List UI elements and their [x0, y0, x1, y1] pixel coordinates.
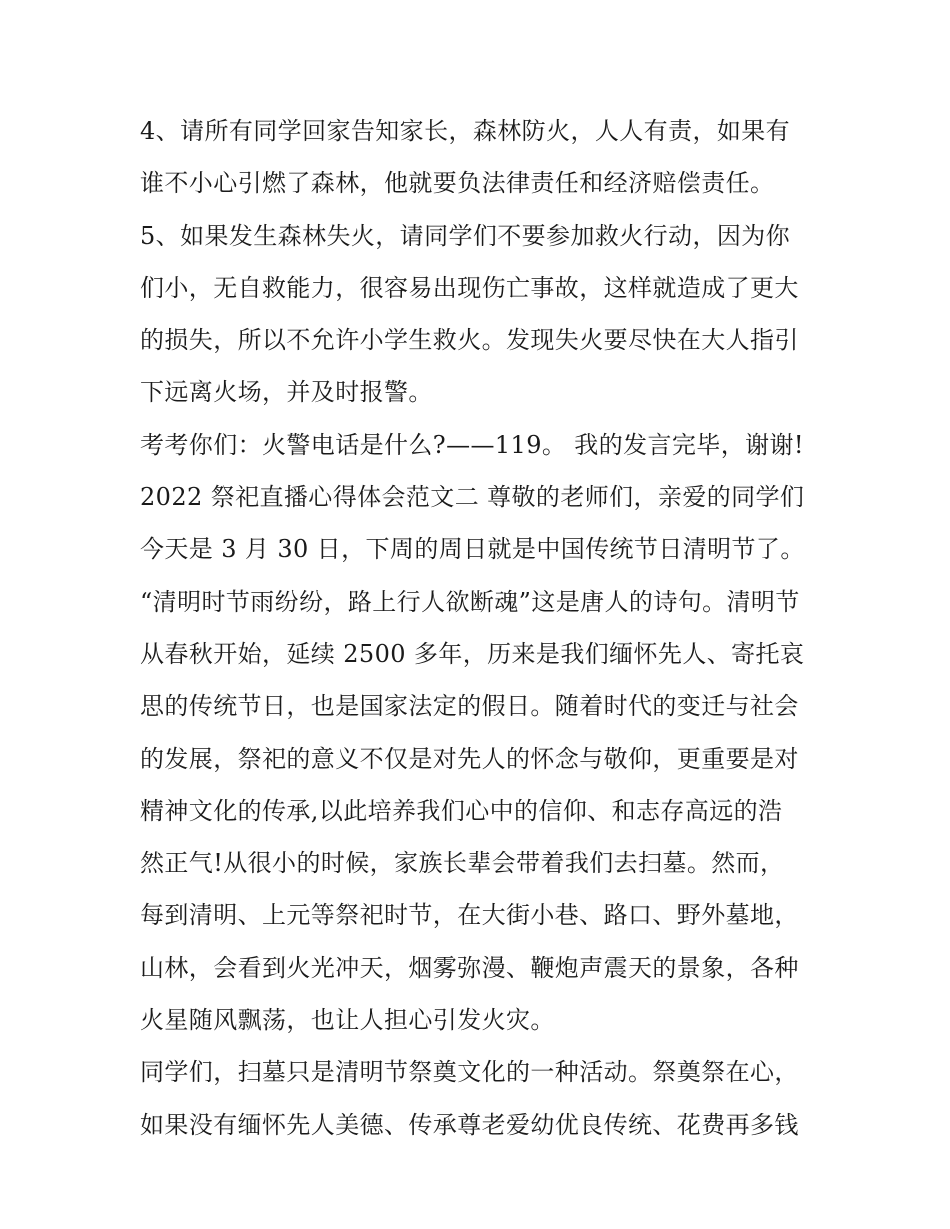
document-body — [140, 105, 820, 1151]
text-line: 山林，会看到火光冲天，烟雾弥漫、鞭炮声震天的景象，各种 — [140, 953, 799, 982]
text-line: 下远离火场，并及时报警。 — [140, 378, 433, 407]
text-line: 4、请所有同学回家告知家长，森林防火，人人有责，如果有 — [140, 117, 791, 145]
text-line: 的损失，所以不允许小学生救火。发现失火要尽快在大人指引 — [140, 326, 799, 355]
text-line: 精神文化的传承,以此培养我们心中的信仰、和志存高远的浩 — [140, 796, 783, 825]
text-line: 思的传统节日，也是国家法定的假日。随着时代的变迁与社会 — [140, 692, 799, 721]
text-line: 5、如果发生森林失火，请同学们不要参加救火行动，因为你 — [140, 221, 791, 250]
text-line: 每到清明、上元等祭祀时节，在大街小巷、路口、野外墓地， — [140, 901, 799, 930]
text-line: 如果没有缅怀先人美德、传承尊老爱幼优良传统、花费再多钱 — [140, 1110, 799, 1139]
text-line: 们小，无自救能力，很容易出现伤亡事故，这样就造成了更大 — [140, 273, 799, 302]
text-line: 同学们，扫墓只是清明节祭奠文化的一种活动。祭奠祭在心， — [140, 1058, 799, 1087]
text-line: 今天是 3 月 30 日，下周的周日就是中国传统节日清明节了。 — [140, 535, 805, 564]
text-line: 火星随风飘荡，也让人担心引发火灾。 — [140, 1006, 555, 1035]
text-line: “清明时节雨纷纷，路上行人欲断魂”这是唐人的诗句。清明节 — [140, 587, 800, 616]
text-line: 考考你们：火警电话是什么?——119。 我的发言完毕，谢谢! — [140, 430, 804, 459]
text-line: 的发展，祭祀的意义不仅是对先人的怀念与敬仰，更重要是对 — [140, 744, 799, 773]
text-line: 然正气!从很小的时候，家族长辈会带着我们去扫墓。然而， — [140, 849, 785, 878]
text-line: 谁不小心引燃了森林，他就要负法律责任和经济赔偿责任。 — [140, 169, 775, 198]
text-line: 从春秋开始，延续 2500 多年，历来是我们缅怀先人、寄托哀 — [140, 639, 805, 668]
text-line: 2022 祭祀直播心得体会范文二 尊敬的老师们，亲爱的同学们 — [140, 483, 805, 512]
